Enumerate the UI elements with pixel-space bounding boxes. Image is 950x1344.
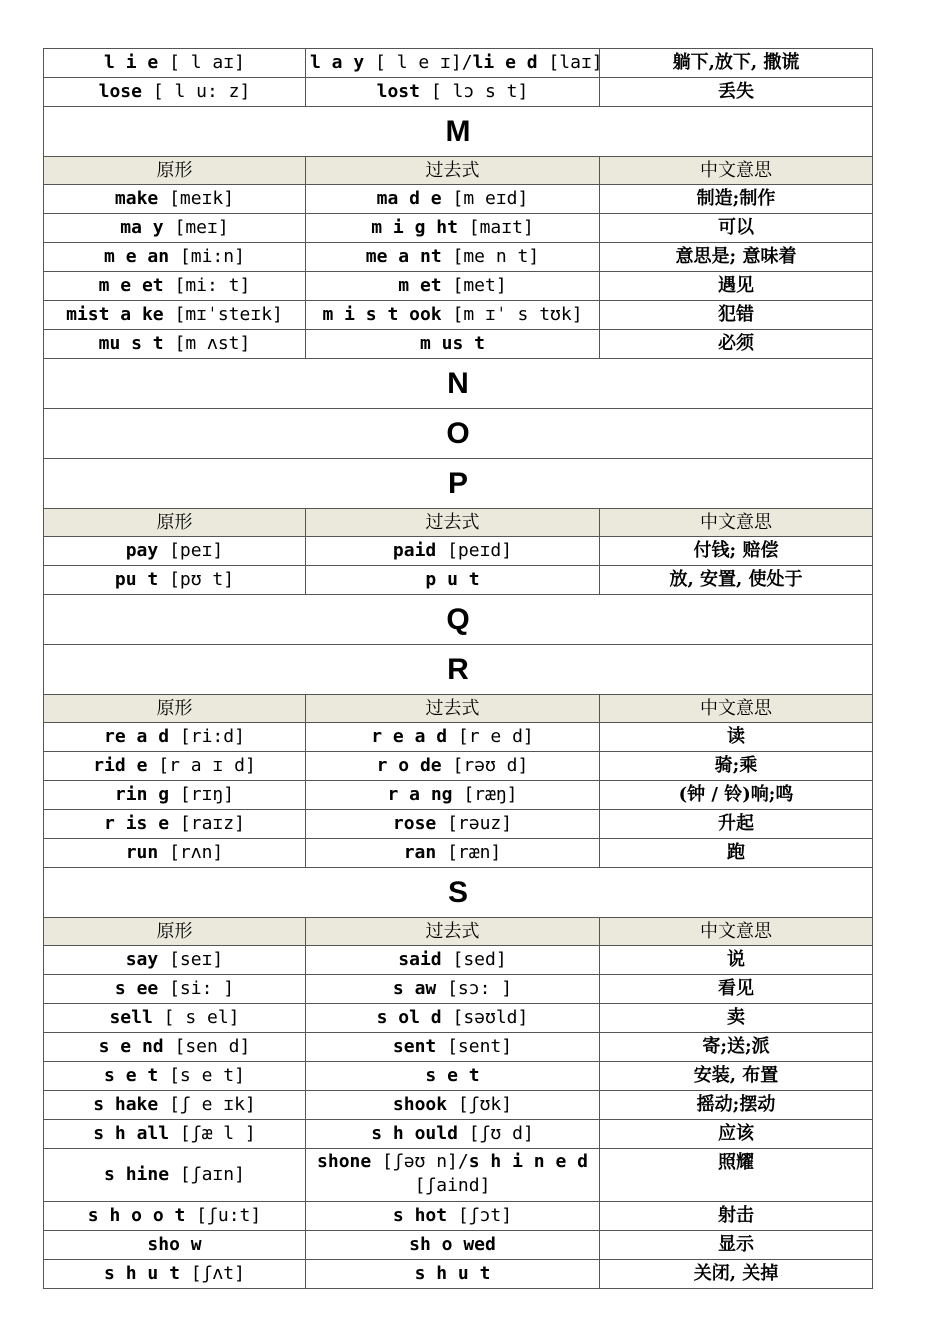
past-ipa: [ʃɔt] xyxy=(447,1205,513,1226)
past-word: s h u t xyxy=(414,1263,491,1284)
base-form-cell xyxy=(44,1091,306,1120)
base-word: s hake xyxy=(93,1094,159,1115)
past-ipa: [ræŋ] xyxy=(452,784,518,805)
past-word: p u t xyxy=(425,569,480,590)
letter-section-row xyxy=(44,409,873,459)
past-word: m i g ht xyxy=(371,217,458,238)
letter-section-row xyxy=(44,595,873,645)
header-base: 原形 xyxy=(44,918,306,946)
past-word: shone xyxy=(317,1151,372,1172)
past-form-cell xyxy=(306,1004,600,1033)
base-ipa: [rɪŋ] xyxy=(169,784,235,805)
past-word: lost xyxy=(376,81,420,102)
base-ipa: [mi:n] xyxy=(169,246,245,267)
past-ipa: [ʃʊk] xyxy=(447,1094,513,1115)
past-form-cell xyxy=(306,272,600,301)
past-word: s ol d xyxy=(376,1007,442,1028)
base-form-cell xyxy=(44,1260,306,1289)
base-ipa: [ l u: z] xyxy=(141,81,251,102)
meaning-cell: 显示 xyxy=(600,1231,873,1260)
base-form-cell xyxy=(44,78,306,107)
base-form-cell xyxy=(44,975,306,1004)
table-row xyxy=(44,78,873,107)
base-ipa: [m ʌst] xyxy=(163,333,251,354)
table-row xyxy=(44,301,873,330)
past-word: sent xyxy=(392,1036,437,1057)
base-ipa: [mi: t] xyxy=(163,275,251,296)
meaning-cell: 必须 xyxy=(600,330,873,359)
past-word-alt: s h i n e d xyxy=(468,1151,588,1172)
base-form-cell xyxy=(44,1033,306,1062)
base-word: s h o o t xyxy=(87,1205,186,1226)
base-ipa: [r a ɪ d] xyxy=(147,755,256,776)
base-form-cell xyxy=(44,214,306,243)
past-form-cell xyxy=(306,1120,600,1149)
table-row xyxy=(44,810,873,839)
table-row xyxy=(44,214,873,243)
past-ipa: [peɪd] xyxy=(436,540,513,561)
meaning-cell: 躺下,放下, 撒谎 xyxy=(600,49,873,78)
base-form-cell xyxy=(44,723,306,752)
base-form-cell xyxy=(44,1062,306,1091)
past-ipa-alt: [laɪ] xyxy=(537,52,603,73)
base-ipa: [s e t] xyxy=(158,1065,245,1086)
past-form-cell xyxy=(306,810,600,839)
base-form-cell xyxy=(44,781,306,810)
base-word: ma y xyxy=(120,217,164,238)
past-word: sh o wed xyxy=(409,1234,496,1255)
past-form-cell xyxy=(306,1231,600,1260)
base-word: s ee xyxy=(114,978,159,999)
past-form-cell xyxy=(306,537,600,566)
base-form-cell xyxy=(44,810,306,839)
section-letter: M xyxy=(44,107,873,157)
past-word: m us t xyxy=(419,333,486,354)
past-form-cell xyxy=(306,975,600,1004)
column-header-row xyxy=(44,918,873,946)
past-form-cell xyxy=(306,330,600,359)
past-word: ran xyxy=(403,842,437,863)
table-row xyxy=(44,946,873,975)
table-row xyxy=(44,185,873,214)
meaning-cell: 寄;送;派 xyxy=(600,1033,873,1062)
letter-section-row xyxy=(44,459,873,509)
base-form-cell xyxy=(44,1202,306,1231)
past-form-cell xyxy=(306,301,600,330)
past-word: r a ng xyxy=(387,784,453,805)
table-row xyxy=(44,752,873,781)
base-form-cell xyxy=(44,1149,306,1202)
table-row xyxy=(44,839,873,868)
base-form-cell xyxy=(44,243,306,272)
header-base: 原形 xyxy=(44,509,306,537)
meaning-cell: 卖 xyxy=(600,1004,873,1033)
base-ipa: [seɪ] xyxy=(158,949,224,970)
past-ipa: [m eɪd] xyxy=(441,188,529,209)
table-row xyxy=(44,1260,873,1289)
header-meaning: 中文意思 xyxy=(600,509,873,537)
meaning-cell: 看见 xyxy=(600,975,873,1004)
past-ipa: [rəʊ d] xyxy=(441,755,529,776)
past-form-cell xyxy=(306,1091,600,1120)
header-past: 过去式 xyxy=(306,918,600,946)
past-ipa: [r e d] xyxy=(447,726,534,747)
table-row xyxy=(44,243,873,272)
base-ipa: [ri:d] xyxy=(169,726,245,747)
table-row xyxy=(44,1091,873,1120)
past-ipa: [maɪt] xyxy=(457,217,534,238)
past-word: said xyxy=(398,949,442,970)
base-ipa: [meɪk] xyxy=(158,188,235,209)
header-meaning: 中文意思 xyxy=(600,695,873,723)
past-ipa: [rəuz] xyxy=(436,813,513,834)
base-word: s e nd xyxy=(98,1036,164,1057)
meaning-cell: (钟 / 铃)响;鸣 xyxy=(600,781,873,810)
meaning-cell: 跑 xyxy=(600,839,873,868)
base-form-cell xyxy=(44,1231,306,1260)
base-word: s h u t xyxy=(104,1263,180,1284)
meaning-cell: 射击 xyxy=(600,1202,873,1231)
table-row xyxy=(44,975,873,1004)
past-word: s aw xyxy=(392,978,437,999)
past-word: s hot xyxy=(392,1205,448,1226)
base-form-cell xyxy=(44,566,306,595)
base-word: l i e xyxy=(104,52,159,73)
meaning-cell: 可以 xyxy=(600,214,873,243)
past-form-cell xyxy=(306,946,600,975)
past-form-cell xyxy=(306,1062,600,1091)
verb-table-body xyxy=(44,49,873,1289)
past-form-cell xyxy=(306,723,600,752)
past-form-cell xyxy=(306,1202,600,1231)
table-row xyxy=(44,1120,873,1149)
past-ipa: [ʃəʊ n]/ xyxy=(371,1151,469,1172)
past-word: rose xyxy=(392,813,437,834)
base-word: mu s t xyxy=(98,333,164,354)
table-row xyxy=(44,330,873,359)
base-ipa: [ l aɪ] xyxy=(158,52,245,73)
past-ipa: [sent] xyxy=(436,1036,513,1057)
past-word: ma d e xyxy=(376,188,442,209)
past-word: m et xyxy=(398,275,442,296)
base-word: pu t xyxy=(114,569,159,590)
base-form-cell xyxy=(44,537,306,566)
past-form-cell xyxy=(306,214,600,243)
past-ipa: [ʃʊ d] xyxy=(457,1123,534,1144)
section-letter: O xyxy=(44,409,873,459)
table-row xyxy=(44,1202,873,1231)
section-letter: P xyxy=(44,459,873,509)
base-ipa: [rʌn] xyxy=(158,842,224,863)
past-ipa: [ lɔ s t] xyxy=(419,81,529,102)
past-word: l a y xyxy=(310,52,365,73)
header-meaning: 中文意思 xyxy=(600,157,873,185)
base-word: s hine xyxy=(104,1164,170,1185)
base-form-cell xyxy=(44,946,306,975)
table-row xyxy=(44,1004,873,1033)
base-word: rid e xyxy=(93,755,148,776)
base-word: pay xyxy=(125,540,159,561)
past-ipa: [sed] xyxy=(441,949,507,970)
meaning-cell: 骑;乘 xyxy=(600,752,873,781)
past-word: me a nt xyxy=(365,246,442,267)
irregular-verb-table xyxy=(43,48,873,1289)
section-letter: Q xyxy=(44,595,873,645)
past-ipa: [met] xyxy=(441,275,507,296)
past-word: shook xyxy=(392,1094,448,1115)
base-form-cell xyxy=(44,839,306,868)
header-meaning: 中文意思 xyxy=(600,918,873,946)
letter-section-row xyxy=(44,359,873,409)
base-ipa: [ s el] xyxy=(152,1007,240,1028)
meaning-cell: 丢失 xyxy=(600,78,873,107)
base-ipa: [raɪz] xyxy=(169,813,245,834)
table-row xyxy=(44,781,873,810)
past-ipa: [səʊld] xyxy=(441,1007,529,1028)
base-ipa: [sen d] xyxy=(163,1036,251,1057)
base-ipa: [peɪ] xyxy=(158,540,224,561)
header-past: 过去式 xyxy=(306,509,600,537)
letter-section-row xyxy=(44,107,873,157)
column-header-row xyxy=(44,509,873,537)
past-form-cell xyxy=(306,78,600,107)
section-letter: N xyxy=(44,359,873,409)
past-word-alt: li e d xyxy=(472,52,538,73)
base-ipa: [mɪˈsteɪk] xyxy=(163,304,283,325)
base-form-cell xyxy=(44,301,306,330)
base-word: s h all xyxy=(93,1123,170,1144)
past-form-cell xyxy=(306,1149,600,1202)
base-word: lose xyxy=(98,81,142,102)
past-ipa: [me n t] xyxy=(441,246,540,267)
base-word: mist a ke xyxy=(66,304,164,325)
meaning-cell: 说 xyxy=(600,946,873,975)
base-word: rin g xyxy=(114,784,170,805)
table-row xyxy=(44,49,873,78)
past-form-cell xyxy=(306,781,600,810)
header-past: 过去式 xyxy=(306,695,600,723)
base-word: m e et xyxy=(98,275,164,296)
letter-section-row xyxy=(44,645,873,695)
column-header-row xyxy=(44,695,873,723)
base-word: sell xyxy=(109,1007,153,1028)
table-row xyxy=(44,1149,873,1202)
meaning-cell: 付钱; 赔偿 xyxy=(600,537,873,566)
base-form-cell xyxy=(44,272,306,301)
base-word: run xyxy=(125,842,159,863)
base-word: r is e xyxy=(104,813,170,834)
table-row xyxy=(44,723,873,752)
meaning-cell: 照耀 xyxy=(600,1149,873,1202)
base-word: say xyxy=(125,949,159,970)
past-word: r o de xyxy=(376,755,442,776)
past-ipa: [ræn] xyxy=(436,842,502,863)
meaning-cell: 关闭, 关掉 xyxy=(600,1260,873,1289)
section-letter: S xyxy=(44,868,873,918)
past-form-cell xyxy=(306,243,600,272)
base-ipa: [meɪ] xyxy=(163,217,229,238)
base-form-cell xyxy=(44,330,306,359)
meaning-cell: 意思是; 意味着 xyxy=(600,243,873,272)
past-ipa: [ l e ɪ]/ xyxy=(364,52,473,73)
past-ipa: [m ɪˈ s tʊk] xyxy=(441,304,583,325)
base-ipa: [ʃʌt] xyxy=(179,1263,245,1284)
base-ipa: [pʊ t] xyxy=(158,569,235,590)
meaning-cell: 放, 安置, 使处于 xyxy=(600,566,873,595)
base-ipa: [ʃu:t] xyxy=(185,1205,262,1226)
meaning-cell: 摇动;摆动 xyxy=(600,1091,873,1120)
base-ipa: [si: ] xyxy=(158,978,235,999)
past-form-cell xyxy=(306,839,600,868)
base-form-cell xyxy=(44,49,306,78)
past-word: s e t xyxy=(425,1065,480,1086)
table-row xyxy=(44,537,873,566)
table-row xyxy=(44,1033,873,1062)
past-word: r e a d xyxy=(371,726,448,747)
table-row xyxy=(44,1231,873,1260)
past-ipa: [sɔ: ] xyxy=(436,978,513,999)
past-form-cell xyxy=(306,1260,600,1289)
column-header-row xyxy=(44,157,873,185)
past-word: s h ould xyxy=(371,1123,458,1144)
table-row xyxy=(44,566,873,595)
header-base: 原形 xyxy=(44,157,306,185)
letter-section-row xyxy=(44,868,873,918)
base-word: make xyxy=(114,188,159,209)
base-word: sho w xyxy=(147,1234,202,1255)
past-ipa-alt: [ʃaind] xyxy=(414,1175,491,1196)
past-form-cell xyxy=(306,1033,600,1062)
header-past: 过去式 xyxy=(306,157,600,185)
meaning-cell: 应该 xyxy=(600,1120,873,1149)
base-word: m e an xyxy=(104,246,170,267)
base-word: s e t xyxy=(104,1065,159,1086)
table-row xyxy=(44,272,873,301)
base-ipa: [ʃaɪn] xyxy=(169,1164,245,1185)
meaning-cell: 读 xyxy=(600,723,873,752)
base-form-cell xyxy=(44,1120,306,1149)
past-word: paid xyxy=(392,540,437,561)
base-ipa: [ʃ e ɪk] xyxy=(158,1094,256,1115)
past-form-cell xyxy=(306,49,603,78)
base-form-cell xyxy=(44,1004,306,1033)
meaning-cell: 安装, 布置 xyxy=(600,1062,873,1091)
meaning-cell: 升起 xyxy=(600,810,873,839)
past-word: m i s t ook xyxy=(322,304,442,325)
section-letter: R xyxy=(44,645,873,695)
meaning-cell: 犯错 xyxy=(600,301,873,330)
table-row xyxy=(44,1062,873,1091)
meaning-cell: 遇见 xyxy=(600,272,873,301)
base-word: re a d xyxy=(104,726,170,747)
meaning-cell: 制造;制作 xyxy=(600,185,873,214)
past-form-cell xyxy=(306,752,600,781)
base-ipa: [ʃæ l ] xyxy=(169,1123,256,1144)
base-form-cell xyxy=(44,752,306,781)
header-base: 原形 xyxy=(44,695,306,723)
base-form-cell xyxy=(44,185,306,214)
past-form-cell xyxy=(306,566,600,595)
past-form-cell xyxy=(306,185,600,214)
